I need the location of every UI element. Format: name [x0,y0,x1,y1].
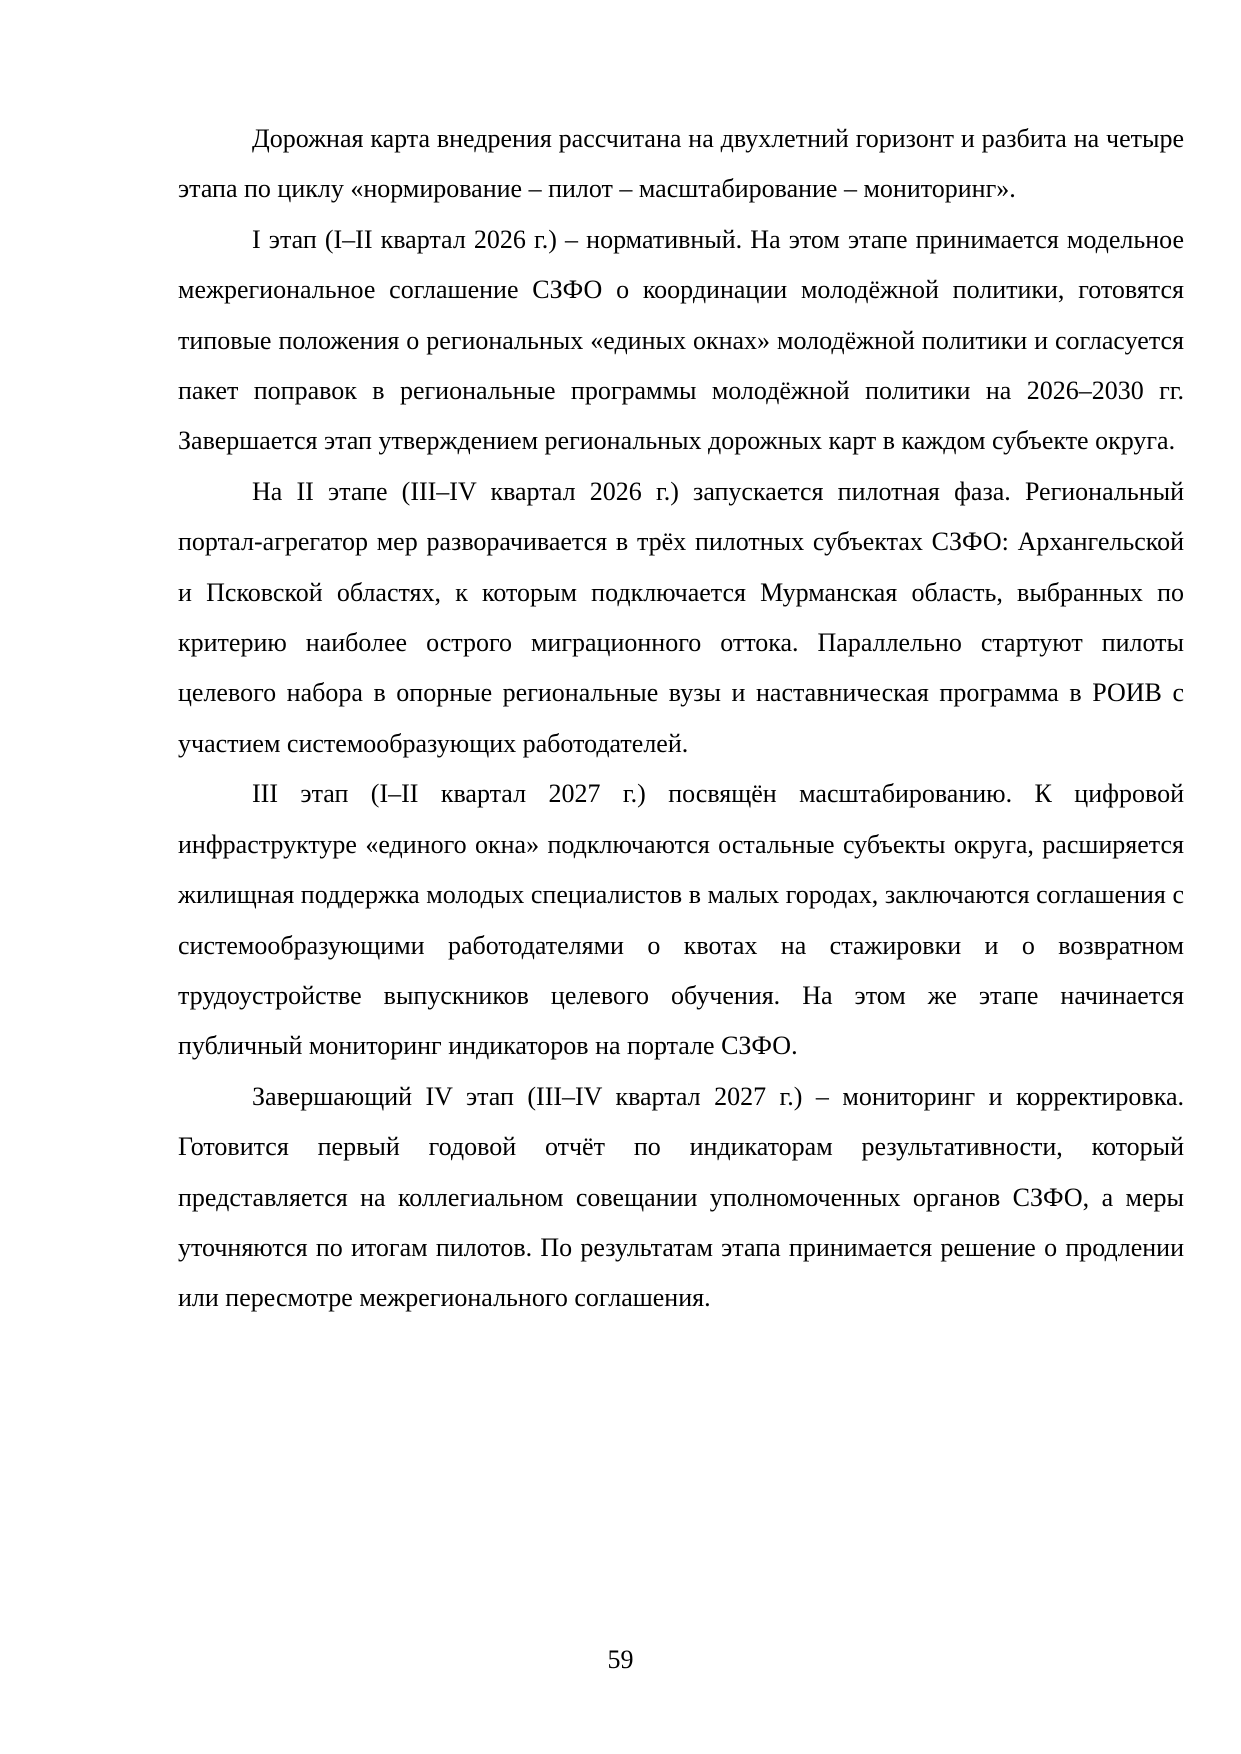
paragraph-stage-2: На II этапе (III–IV квартал 2026 г.) запускается пилотная фаза. Региональный портал-агрегатор мер разворачивается в трёх пилотных субъектах СЗФО: Архангельской и Псковской областях, к которым подключается Мурманская область, выбранных по критерию наиболее острого миграционного оттока. Параллельно стартуют пилоты целевого набора в опорные региональные вузы и наставническая программа в РОИВ с участием системообразующих работодателей. [178,476,1184,758]
paragraph-roadmap-intro: Дорожная карта внедрения рассчитана на двухлетний горизонт и разбита на четыре этапа по циклу «нормирование – пилот – масштабирование – мониторинг». [178,124,1184,204]
page-number: 59 [607,1645,634,1674]
paragraph-stage-3: III этап (I–II квартал 2027 г.) посвящён масштабированию. К цифровой инфраструктуре «единого окна» подключаются остальные субъекты округа, расширяется жилищная поддержка молодых специалистов в малых городах, заключаются соглашения с системообразующими работодателями о квотах на стажировки и о возвратном трудоустройстве выпускников целевого обучения. На этом же этапе начинается публичный мониторинг индикаторов на портале СЗФО. [178,779,1184,1061]
body-text [178,114,1184,1324]
paragraph-stage-1: I этап (I–II квартал 2026 г.) – нормативный. На этом этапе принимается модельное межрегиональное соглашение СЗФО о координации молодёжной политики, готовятся типовые положения о региональных «единых окнах» молодёжной политики и согласуется пакет поправок в региональные программы молодёжной политики на 2026–2030 гг. Завершается этап утверждением региональных дорожных карт в каждом субъекте округа. [178,224,1184,456]
paragraph-stage-4: Завершающий IV этап (III–IV квартал 2027 г.) – мониторинг и корректировка. Готовится первый годовой отчёт по индикаторам результативности, который представляется на коллегиальном совещании уполномоченных органов СЗФО, а меры уточняются по итогам пилотов. По результатам этапа принимается решение о продлении или пересмотре межрегионального соглашения. [178,1081,1184,1313]
